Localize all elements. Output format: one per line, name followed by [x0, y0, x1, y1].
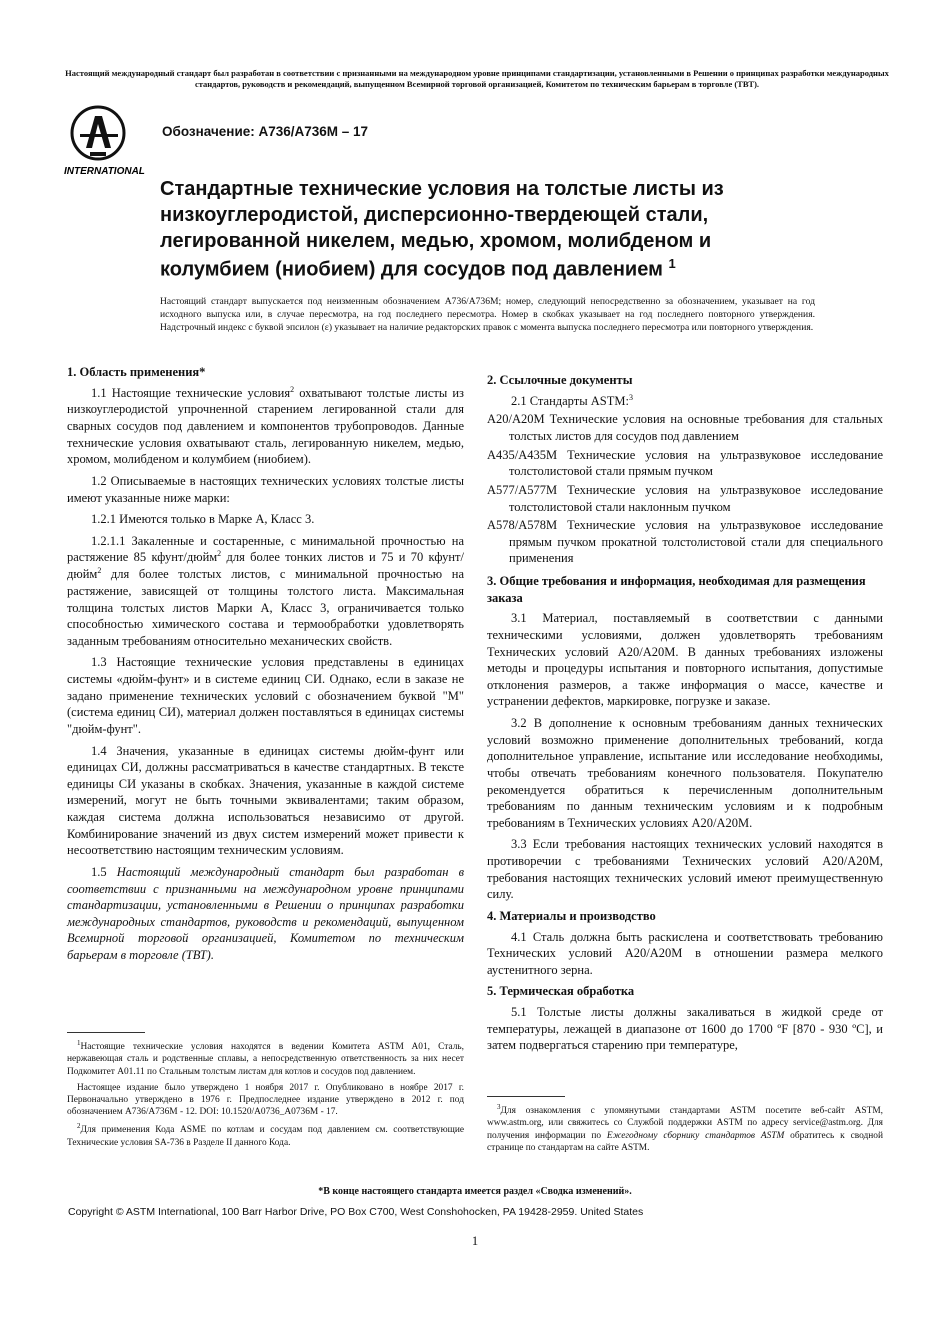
para-1-1-b: охватывают толстые листы из низкоуглеродистой упрочненной старением легированной стали для сварных сосудов под давлением и компонентов трубопроводов. Данные технические условия охватывают сталь, легированную никелем, медью, хромом, молибденом и колумбием (ниобием). — [67, 385, 464, 467]
astm-logo-text: INTERNATIONAL — [64, 166, 145, 177]
title-footnote-ref: 1 — [668, 255, 676, 271]
page-number: 1 — [471, 1234, 479, 1248]
summary-of-changes-note: *В конце настоящего стандарта имеется раздел «Сводка изменений». — [318, 1186, 632, 1197]
reference-item: A577/A577M Технические условия на ультразвуковое исследование толстолистовой стали наклонным пучком — [487, 482, 883, 514]
para-1-2: 1.2 Описываемые в настоящих технических условиях толстые листы имеют указанные ниже марки: — [67, 473, 464, 505]
ttb-notice: Настоящий международный стандарт был разработан в соответствии с признанными на международном уровне принципами стандартизации, установленными в Решении о принципах разработки международных стандартов, руководств и рекомендаций, выпущенном Всемирной торговой организацией, Комитетом по техническим барьерам в торговле (ТВТ). — [65, 68, 889, 89]
reference-item: A435/A435M Технические условия на ультразвуковое исследование толстолистовой стали прямым пучком — [487, 447, 883, 479]
para-1-5-num: 1.5 — [91, 864, 117, 879]
para-3-3: 3.3 Если требования настоящих технических условий находятся в противоречии с требованиями Технических условий A20/A20M, требования настоящих технических условий имеют преимущественную силу. — [487, 837, 883, 902]
para-1-2-1-1-c: для более толстых листов, с минимальной прочностью на растяжение, зависящей от толщины толстого листа. Максимальная толщина толстых листов Марки A, Класс 3, ограничивается только способностью химического состава и термообработки удовлетворять заданным требованиям относительно механических свойств. — [67, 567, 464, 648]
footnote-ref-3: 3 — [628, 392, 633, 402]
document-title — [160, 176, 820, 282]
para-1-2-1-1-b: для более тонких листов и 75 и 70 кфунт/дюйм — [67, 550, 464, 582]
designation: Обозначение: A736/A736M – 17 — [162, 124, 369, 139]
footnote-1-text: Настоящие технические условия находятся в ведении Комитета ASTM A01, Сталь, нержавеющая сталь и родственные сплавы, а непосредственную ответственность за них несет Подкомитет A01.11 по Стальным толстым листам для котлов и сосудов под давлением. — [67, 1042, 464, 1077]
para-1-2-1: 1.2.1 Имеются только в Марке A, Класс 3. — [91, 512, 315, 527]
footnote-3-text-a: Для ознакомления с упомянутыми стандартами ASTM посетите веб-сайт ASTM, www.astm.org, или свяжитесь со Службой поддержки ASTM по адресу service@astm.org. Для получения информации по — [487, 1106, 883, 1141]
copyright-line: Copyright © ASTM International, 100 Barr Harbor Drive, PO Box C700, West Conshohocken, PA 19428-2959. United States — [68, 1206, 644, 1218]
footnote-2-marker: 2 — [77, 1122, 81, 1131]
para-1-2-1-1 — [67, 533, 464, 650]
para-1-3: 1.3 Настоящие технические условия представлены в единицах системы «дюйм-фунт» и в системе единиц СИ. Однако, если в заказе не задано применение технических условий с обозначением буквой "М" (система единиц СИ), материал должен поставляться в единицах системы "дюйм-фунт". — [67, 655, 464, 736]
para-4-1: 4.1 Сталь должна быть раскислена и соответствовать требованию Технических условий A20/A20M в отношении размера мелкого аустенитного зерна. — [487, 929, 883, 977]
footnote-3 — [487, 1103, 883, 1154]
section-1-heading: 1. Область применения* — [67, 365, 206, 379]
footnote-2 — [67, 1122, 464, 1149]
para-2-1 — [487, 393, 883, 410]
para-1-2-1-1-a: 1.2.1.1 Закаленные и состаренные, с минимальной прочностью на растяжение 85 кфунт/дюйм — [67, 533, 464, 565]
footnote-ref-2: 2 — [290, 384, 295, 394]
reference-item: A578/A578M Технические условия на ультразвуковое исследование прямым пучком прокатной толстолистовой стали для специального применения — [487, 518, 883, 566]
section-3-heading: 3. Общие требования и информация, необходимая для размещения заказа — [487, 574, 866, 605]
astm-logo — [62, 104, 156, 178]
footnote-3-marker: 3 — [497, 1103, 501, 1111]
footnote-divider — [487, 1096, 565, 1097]
intro-paragraph: Настоящий стандарт выпускается под неизменным обозначением A736/A736M; номер, следующий непосредственно за обозначением, указывает на год исходного выпуска или, в случае пересмотра, на год последнего пересмотра. Номер в скобках указывает на год последнего повторного утверждения. Надстрочный индекс с буквой эпсилон (ε) указывает на наличие редакторских правок с момента выпуска последнего пересмотра или повторного утверждения. — [160, 296, 815, 334]
left-column — [67, 364, 464, 969]
para-3-2: 3.2 В дополнение к основным требованиям данных технических условий возможно применение дополнительных требований, когда дополнительное управление, испытание или исследование необходимы, чтобы отвечать требованиям конечного пользователя. Покупателю рекомендуется обратиться к перечисленным дополнительным требованиям по данным техническим условиям и к подробным требованиям в Технических условиях A20/A20M. — [487, 716, 883, 830]
para-1-5-italic: Настоящий международный стандарт был разработан в соответствии с признанными на международном уровне принципами стандартизации, установленными в Решении о принципах разработки международных стандартов, руководств и рекомендаций, выпущенном Всемирной торговой организацией, Комитетом по техническим барьерам в торговле (ТВТ). — [67, 864, 464, 963]
para-5-1: 5.1 Толстые листы должны закаливаться в жидкой среде от температуры, лежащей в диапазоне от 1600 до 1700 ºF [870 - 930 ºC], и затем подвергаться старению при температуре, — [487, 1005, 883, 1053]
right-column — [487, 372, 883, 1059]
footnote-3-italic: Ежегодному сборнику стандартов ASTM — [606, 1130, 785, 1141]
footnote-1-edition: Настоящее издание было утверждено 1 ноября 2017 г. Опубликовано в ноябре 2017 г. Первоначально утверждено в 1976 г. Предпоследнее издание утверждено в 2012 г. под обозначением A736/A736M - 12. DOI: 10.1520/A0736_A0736M - 17. — [67, 1082, 464, 1118]
footnote-1 — [67, 1039, 464, 1078]
footnote-divider — [67, 1032, 145, 1033]
para-1-4: 1.4 Значения, указанные в единицах системы дюйм-фунт или единицах СИ, должны рассматриваться в качестве стандартных. В тексте единицы СИ указаны в скобках. Значения, указанные в каждой системе измерений, могут не быть точными эквивалентами; таким образом, каждая система должна использоваться независимо от другой. Комбинирование значений из двух систем измерений может привести к несоответствию настоящим техническим условиям. — [67, 743, 464, 858]
para-1-1 — [67, 385, 464, 468]
section-2-heading: 2. Ссылочные документы — [487, 373, 633, 387]
para-1-5 — [67, 864, 464, 964]
footnote-2-text: Для применения Кода ASME по котлам и сосудам под давлением см. соответствующие Технические условия SA-736 в Разделе II данного Кода. — [67, 1125, 464, 1148]
right-footnotes — [487, 1096, 883, 1158]
section-4-heading: 4. Материалы и производство — [487, 908, 656, 923]
superscript: 2 — [217, 549, 222, 559]
left-footnotes — [67, 1032, 464, 1153]
footnote-1-marker: 1 — [77, 1039, 81, 1047]
para-2-1-text: 2.1 Стандарты ASTM: — [511, 393, 629, 408]
section-5-heading: 5. Термическая обработка — [487, 984, 635, 999]
footnote-3-text-b: обратитесь к сводной странице по стандартам на сайте ASTM. — [487, 1130, 884, 1153]
reference-item: A20/A20M Технические условия на основные требования для стальных толстых листов для сосудов под давлением — [487, 412, 883, 444]
superscript: 2 — [97, 566, 102, 576]
title-text: Стандартные технические условия на толстые листы из низкоуглеродистой, дисперсионно-твердеющей стали, легированной никелем, медью, хромом, молибденом и колумбием (ниобием) для сосудов под давлением — [160, 178, 724, 281]
para-1-1-a: 1.1 Настоящие технические условия — [91, 385, 291, 400]
para-3-1: 3.1 Материал, поставляемый в соответствии с данными техническими условиями, должен удовлетворять требованиям Технических условий A20/A20M. В данных требованиях изложены методы и процедуры испытания и повторного испытания, допустимые отклонения размеров, а также информация о массе, качестве и устранении дефектов, маркировке, погрузке и заказе. — [487, 611, 883, 709]
